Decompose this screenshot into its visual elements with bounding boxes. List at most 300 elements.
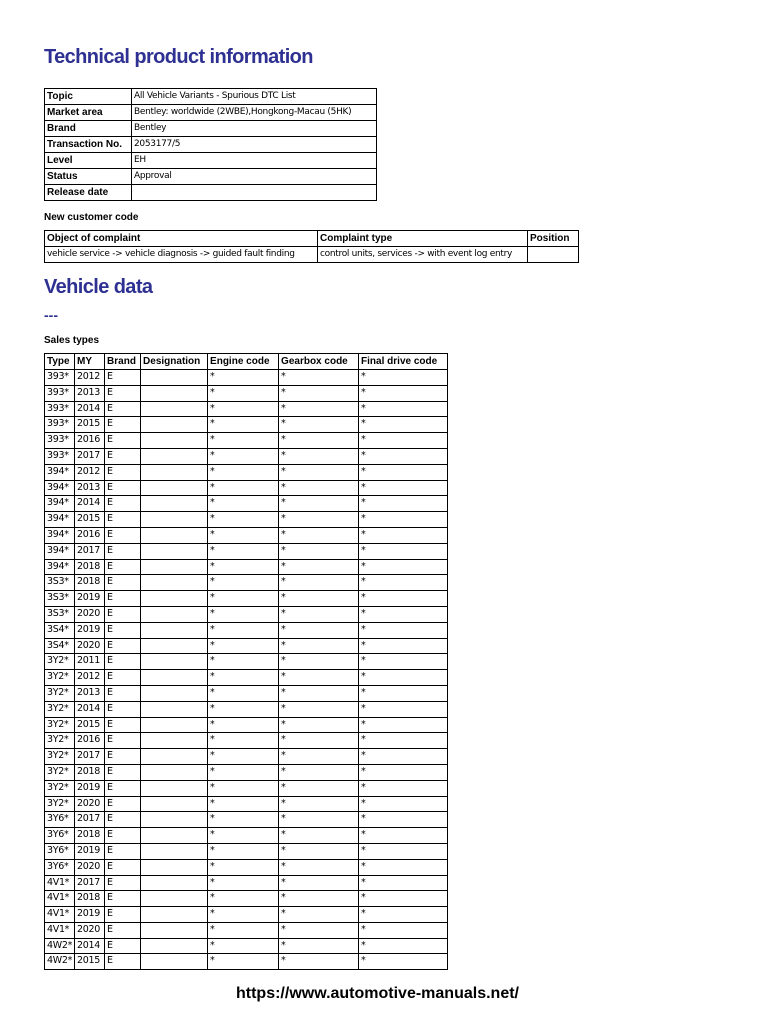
sales-cell-brand: E bbox=[105, 448, 141, 464]
sales-cell-final-drive-code: * bbox=[359, 606, 448, 622]
sales-cell-type: 4W2* bbox=[45, 954, 75, 970]
sales-cell-gearbox-code: * bbox=[279, 907, 359, 923]
separator-dashes: --- bbox=[44, 307, 58, 323]
info-value: Approval bbox=[132, 169, 377, 185]
sales-cell-type: 3S3* bbox=[45, 591, 75, 607]
sales-cell-type: 393* bbox=[45, 433, 75, 449]
sales-cell-final-drive-code: * bbox=[359, 733, 448, 749]
info-value: All Vehicle Variants - Spurious DTC List bbox=[132, 89, 377, 105]
sales-cell-designation bbox=[141, 780, 208, 796]
sales-cell-my: 2017 bbox=[75, 749, 105, 765]
sales-cell-final-drive-code: * bbox=[359, 543, 448, 559]
table-row bbox=[45, 670, 448, 686]
sales-cell-gearbox-code: * bbox=[279, 638, 359, 654]
sales-cell-designation bbox=[141, 701, 208, 717]
sales-header-engine-code: Engine code bbox=[208, 354, 279, 370]
sales-cell-designation bbox=[141, 717, 208, 733]
sales-cell-my: 2012 bbox=[75, 670, 105, 686]
product-info-table bbox=[44, 88, 377, 201]
sales-cell-gearbox-code: * bbox=[279, 954, 359, 970]
sales-cell-my: 2018 bbox=[75, 828, 105, 844]
sales-cell-my: 2011 bbox=[75, 654, 105, 670]
sales-cell-engine-code: * bbox=[208, 654, 279, 670]
sales-cell-designation bbox=[141, 654, 208, 670]
sales-cell-engine-code: * bbox=[208, 749, 279, 765]
sales-header-brand: Brand bbox=[105, 354, 141, 370]
sales-cell-designation bbox=[141, 685, 208, 701]
sales-cell-engine-code: * bbox=[208, 591, 279, 607]
sales-cell-designation bbox=[141, 433, 208, 449]
sales-cell-engine-code: * bbox=[208, 606, 279, 622]
sales-cell-my: 2013 bbox=[75, 685, 105, 701]
sales-cell-designation bbox=[141, 385, 208, 401]
info-key: Topic bbox=[45, 89, 132, 105]
sales-cell-my: 2019 bbox=[75, 843, 105, 859]
sales-cell-designation bbox=[141, 464, 208, 480]
info-value: 2053177/5 bbox=[132, 137, 377, 153]
sales-cell-my: 2014 bbox=[75, 701, 105, 717]
table-row bbox=[45, 828, 448, 844]
sales-cell-final-drive-code: * bbox=[359, 480, 448, 496]
info-row bbox=[45, 137, 377, 153]
sales-cell-final-drive-code: * bbox=[359, 385, 448, 401]
sales-cell-gearbox-code: * bbox=[279, 875, 359, 891]
sales-cell-gearbox-code: * bbox=[279, 859, 359, 875]
sales-cell-engine-code: * bbox=[208, 812, 279, 828]
sales-cell-gearbox-code: * bbox=[279, 622, 359, 638]
info-row bbox=[45, 169, 377, 185]
info-row bbox=[45, 153, 377, 169]
sales-cell-engine-code: * bbox=[208, 370, 279, 386]
sales-cell-designation bbox=[141, 401, 208, 417]
table-row bbox=[45, 433, 448, 449]
info-row bbox=[45, 185, 377, 201]
sales-cell-gearbox-code: * bbox=[279, 433, 359, 449]
complaint-header-row bbox=[45, 231, 579, 247]
sales-cell-brand: E bbox=[105, 370, 141, 386]
sales-cell-final-drive-code: * bbox=[359, 796, 448, 812]
sales-cell-engine-code: * bbox=[208, 922, 279, 938]
sales-cell-type: 3Y2* bbox=[45, 796, 75, 812]
table-row bbox=[45, 701, 448, 717]
sales-cell-my: 2020 bbox=[75, 606, 105, 622]
sales-cell-designation bbox=[141, 417, 208, 433]
table-row bbox=[45, 843, 448, 859]
sales-cell-engine-code: * bbox=[208, 828, 279, 844]
sales-cell-gearbox-code: * bbox=[279, 780, 359, 796]
sales-cell-my: 2020 bbox=[75, 638, 105, 654]
sales-cell-my: 2018 bbox=[75, 575, 105, 591]
sales-cell-type: 3Y2* bbox=[45, 733, 75, 749]
sales-cell-type: 3Y6* bbox=[45, 812, 75, 828]
sales-cell-brand: E bbox=[105, 512, 141, 528]
sales-cell-designation bbox=[141, 749, 208, 765]
sales-cell-final-drive-code: * bbox=[359, 591, 448, 607]
vehicle-data-title: Vehicle data bbox=[44, 276, 153, 298]
sales-cell-brand: E bbox=[105, 654, 141, 670]
table-row bbox=[45, 859, 448, 875]
sales-cell-type: 394* bbox=[45, 543, 75, 559]
sales-cell-brand: E bbox=[105, 385, 141, 401]
sales-cell-final-drive-code: * bbox=[359, 622, 448, 638]
sales-cell-final-drive-code: * bbox=[359, 780, 448, 796]
sales-cell-gearbox-code: * bbox=[279, 496, 359, 512]
table-row bbox=[45, 938, 448, 954]
sales-cell-my: 2019 bbox=[75, 622, 105, 638]
sales-cell-my: 2019 bbox=[75, 591, 105, 607]
sales-cell-final-drive-code: * bbox=[359, 559, 448, 575]
sales-cell-my: 2018 bbox=[75, 764, 105, 780]
sales-cell-brand: E bbox=[105, 480, 141, 496]
info-value: EH bbox=[132, 153, 377, 169]
sales-cell-gearbox-code: * bbox=[279, 828, 359, 844]
sales-cell-engine-code: * bbox=[208, 448, 279, 464]
info-key: Transaction No. bbox=[45, 137, 132, 153]
sales-cell-gearbox-code: * bbox=[279, 843, 359, 859]
sales-cell-final-drive-code: * bbox=[359, 764, 448, 780]
info-value bbox=[132, 185, 377, 201]
sales-cell-brand: E bbox=[105, 606, 141, 622]
sales-cell-brand: E bbox=[105, 828, 141, 844]
sales-cell-my: 2014 bbox=[75, 496, 105, 512]
sales-cell-engine-code: * bbox=[208, 796, 279, 812]
sales-cell-type: 394* bbox=[45, 559, 75, 575]
sales-cell-engine-code: * bbox=[208, 559, 279, 575]
sales-cell-gearbox-code: * bbox=[279, 670, 359, 686]
sales-cell-type: 3Y2* bbox=[45, 685, 75, 701]
info-key: Status bbox=[45, 169, 132, 185]
sales-cell-type: 3Y2* bbox=[45, 764, 75, 780]
sales-cell-final-drive-code: * bbox=[359, 527, 448, 543]
sales-cell-gearbox-code: * bbox=[279, 733, 359, 749]
info-key: Market area bbox=[45, 105, 132, 121]
sales-cell-designation bbox=[141, 922, 208, 938]
table-row bbox=[45, 685, 448, 701]
table-row bbox=[45, 638, 448, 654]
sales-cell-engine-code: * bbox=[208, 496, 279, 512]
sales-cell-type: 3S3* bbox=[45, 575, 75, 591]
sales-cell-engine-code: * bbox=[208, 859, 279, 875]
sales-cell-engine-code: * bbox=[208, 480, 279, 496]
table-row bbox=[45, 527, 448, 543]
sales-cell-gearbox-code: * bbox=[279, 812, 359, 828]
sales-cell-brand: E bbox=[105, 685, 141, 701]
sales-cell-type: 394* bbox=[45, 480, 75, 496]
sales-cell-designation bbox=[141, 670, 208, 686]
sales-cell-final-drive-code: * bbox=[359, 828, 448, 844]
sales-cell-final-drive-code: * bbox=[359, 417, 448, 433]
sales-cell-final-drive-code: * bbox=[359, 512, 448, 528]
sales-cell-type: 393* bbox=[45, 385, 75, 401]
sales-cell-type: 3Y2* bbox=[45, 780, 75, 796]
sales-cell-designation bbox=[141, 843, 208, 859]
sales-cell-final-drive-code: * bbox=[359, 938, 448, 954]
sales-cell-type: 4V1* bbox=[45, 875, 75, 891]
table-row bbox=[45, 512, 448, 528]
sales-cell-brand: E bbox=[105, 796, 141, 812]
table-row bbox=[45, 401, 448, 417]
sales-cell-designation bbox=[141, 828, 208, 844]
sales-cell-designation bbox=[141, 907, 208, 923]
sales-cell-my: 2015 bbox=[75, 717, 105, 733]
sales-cell-designation bbox=[141, 559, 208, 575]
sales-cell-engine-code: * bbox=[208, 417, 279, 433]
sales-cell-gearbox-code: * bbox=[279, 891, 359, 907]
sales-cell-final-drive-code: * bbox=[359, 464, 448, 480]
sales-cell-gearbox-code: * bbox=[279, 464, 359, 480]
sales-cell-brand: E bbox=[105, 938, 141, 954]
sales-cell-gearbox-code: * bbox=[279, 922, 359, 938]
sales-cell-brand: E bbox=[105, 859, 141, 875]
sales-cell-type: 3Y2* bbox=[45, 749, 75, 765]
sales-cell-engine-code: * bbox=[208, 701, 279, 717]
complaint-header-type: Complaint type bbox=[318, 231, 528, 247]
sales-cell-my: 2013 bbox=[75, 385, 105, 401]
sales-types-label: Sales types bbox=[44, 335, 100, 346]
table-row bbox=[45, 480, 448, 496]
sales-cell-designation bbox=[141, 370, 208, 386]
sales-cell-my: 2019 bbox=[75, 780, 105, 796]
sales-cell-type: 393* bbox=[45, 370, 75, 386]
sales-cell-designation bbox=[141, 575, 208, 591]
sales-cell-gearbox-code: * bbox=[279, 685, 359, 701]
sales-cell-final-drive-code: * bbox=[359, 433, 448, 449]
sales-cell-brand: E bbox=[105, 417, 141, 433]
table-row bbox=[45, 496, 448, 512]
table-row bbox=[45, 464, 448, 480]
sales-cell-type: 4V1* bbox=[45, 907, 75, 923]
sales-cell-gearbox-code: * bbox=[279, 417, 359, 433]
sales-cell-final-drive-code: * bbox=[359, 370, 448, 386]
sales-types-table bbox=[44, 353, 448, 970]
sales-cell-gearbox-code: * bbox=[279, 448, 359, 464]
sales-cell-final-drive-code: * bbox=[359, 638, 448, 654]
sales-cell-engine-code: * bbox=[208, 464, 279, 480]
sales-cell-engine-code: * bbox=[208, 891, 279, 907]
table-row bbox=[45, 370, 448, 386]
sales-cell-brand: E bbox=[105, 496, 141, 512]
sales-cell-gearbox-code: * bbox=[279, 512, 359, 528]
sales-cell-engine-code: * bbox=[208, 512, 279, 528]
sales-cell-type: 4V1* bbox=[45, 891, 75, 907]
table-row bbox=[45, 749, 448, 765]
sales-cell-type: 4V1* bbox=[45, 922, 75, 938]
sales-cell-brand: E bbox=[105, 907, 141, 923]
page-title: Technical product information bbox=[44, 46, 313, 68]
sales-cell-type: 394* bbox=[45, 464, 75, 480]
table-row bbox=[45, 606, 448, 622]
sales-cell-engine-code: * bbox=[208, 780, 279, 796]
sales-cell-my: 2014 bbox=[75, 938, 105, 954]
sales-cell-engine-code: * bbox=[208, 938, 279, 954]
sales-cell-gearbox-code: * bbox=[279, 717, 359, 733]
sales-cell-engine-code: * bbox=[208, 875, 279, 891]
sales-cell-engine-code: * bbox=[208, 385, 279, 401]
sales-cell-engine-code: * bbox=[208, 622, 279, 638]
sales-cell-designation bbox=[141, 512, 208, 528]
sales-cell-engine-code: * bbox=[208, 575, 279, 591]
sales-cell-brand: E bbox=[105, 717, 141, 733]
info-row bbox=[45, 121, 377, 137]
sales-cell-type: 3S3* bbox=[45, 606, 75, 622]
info-row bbox=[45, 105, 377, 121]
sales-cell-engine-code: * bbox=[208, 433, 279, 449]
sales-cell-final-drive-code: * bbox=[359, 575, 448, 591]
sales-cell-designation bbox=[141, 733, 208, 749]
table-row bbox=[45, 385, 448, 401]
sales-cell-type: 394* bbox=[45, 512, 75, 528]
sales-cell-gearbox-code: * bbox=[279, 480, 359, 496]
sales-cell-engine-code: * bbox=[208, 733, 279, 749]
sales-cell-final-drive-code: * bbox=[359, 749, 448, 765]
sales-cell-type: 3S4* bbox=[45, 622, 75, 638]
sales-cell-designation bbox=[141, 543, 208, 559]
sales-cell-my: 2014 bbox=[75, 401, 105, 417]
sales-cell-type: 3Y2* bbox=[45, 670, 75, 686]
table-row bbox=[45, 448, 448, 464]
sales-cell-gearbox-code: * bbox=[279, 370, 359, 386]
sales-cell-my: 2015 bbox=[75, 512, 105, 528]
sales-cell-my: 2020 bbox=[75, 796, 105, 812]
table-row bbox=[45, 764, 448, 780]
sales-cell-final-drive-code: * bbox=[359, 670, 448, 686]
sales-cell-type: 3Y2* bbox=[45, 701, 75, 717]
sales-cell-brand: E bbox=[105, 764, 141, 780]
sales-cell-brand: E bbox=[105, 701, 141, 717]
sales-cell-my: 2013 bbox=[75, 480, 105, 496]
sales-cell-brand: E bbox=[105, 575, 141, 591]
sales-cell-engine-code: * bbox=[208, 527, 279, 543]
sales-cell-brand: E bbox=[105, 875, 141, 891]
table-row bbox=[45, 622, 448, 638]
sales-cell-my: 2019 bbox=[75, 907, 105, 923]
table-row bbox=[45, 796, 448, 812]
table-row bbox=[45, 733, 448, 749]
sales-cell-designation bbox=[141, 812, 208, 828]
sales-cell-my: 2017 bbox=[75, 812, 105, 828]
sales-header-gearbox-code: Gearbox code bbox=[279, 354, 359, 370]
sales-cell-designation bbox=[141, 954, 208, 970]
sales-cell-type: 394* bbox=[45, 496, 75, 512]
table-row bbox=[45, 417, 448, 433]
sales-header-type: Type bbox=[45, 354, 75, 370]
sales-cell-final-drive-code: * bbox=[359, 954, 448, 970]
sales-cell-engine-code: * bbox=[208, 401, 279, 417]
sales-cell-designation bbox=[141, 527, 208, 543]
sales-cell-gearbox-code: * bbox=[279, 764, 359, 780]
sales-cell-my: 2017 bbox=[75, 875, 105, 891]
sales-cell-brand: E bbox=[105, 464, 141, 480]
customer-code-label: New customer code bbox=[44, 212, 139, 223]
sales-cell-gearbox-code: * bbox=[279, 606, 359, 622]
sales-cell-type: 3Y6* bbox=[45, 859, 75, 875]
sales-cell-type: 3Y2* bbox=[45, 654, 75, 670]
sales-cell-gearbox-code: * bbox=[279, 591, 359, 607]
sales-cell-gearbox-code: * bbox=[279, 559, 359, 575]
sales-cell-designation bbox=[141, 638, 208, 654]
sales-cell-gearbox-code: * bbox=[279, 575, 359, 591]
sales-cell-final-drive-code: * bbox=[359, 717, 448, 733]
sales-cell-engine-code: * bbox=[208, 764, 279, 780]
info-key: Level bbox=[45, 153, 132, 169]
table-row bbox=[45, 717, 448, 733]
sales-cell-final-drive-code: * bbox=[359, 907, 448, 923]
sales-cell-my: 2017 bbox=[75, 448, 105, 464]
table-row bbox=[45, 922, 448, 938]
sales-header-designation: Designation bbox=[141, 354, 208, 370]
sales-cell-engine-code: * bbox=[208, 843, 279, 859]
sales-cell-final-drive-code: * bbox=[359, 496, 448, 512]
sales-cell-designation bbox=[141, 591, 208, 607]
complaint-table bbox=[44, 230, 579, 263]
sales-cell-brand: E bbox=[105, 891, 141, 907]
sales-cell-engine-code: * bbox=[208, 907, 279, 923]
sales-cell-brand: E bbox=[105, 527, 141, 543]
sales-cell-brand: E bbox=[105, 559, 141, 575]
sales-cell-final-drive-code: * bbox=[359, 401, 448, 417]
sales-cell-my: 2020 bbox=[75, 922, 105, 938]
sales-cell-designation bbox=[141, 480, 208, 496]
sales-cell-gearbox-code: * bbox=[279, 938, 359, 954]
table-row bbox=[45, 954, 448, 970]
table-row bbox=[45, 891, 448, 907]
sales-cell-designation bbox=[141, 859, 208, 875]
sales-cell-brand: E bbox=[105, 401, 141, 417]
sales-cell-my: 2015 bbox=[75, 954, 105, 970]
sales-cell-final-drive-code: * bbox=[359, 701, 448, 717]
sales-cell-gearbox-code: * bbox=[279, 654, 359, 670]
sales-cell-engine-code: * bbox=[208, 543, 279, 559]
sales-cell-final-drive-code: * bbox=[359, 843, 448, 859]
sales-cell-designation bbox=[141, 496, 208, 512]
sales-cell-brand: E bbox=[105, 638, 141, 654]
sales-cell-type: 3Y2* bbox=[45, 717, 75, 733]
sales-cell-gearbox-code: * bbox=[279, 749, 359, 765]
footer-url: https://www.automotive-manuals.net/ bbox=[236, 985, 519, 1002]
sales-cell-brand: E bbox=[105, 780, 141, 796]
table-row bbox=[45, 654, 448, 670]
sales-cell-brand: E bbox=[105, 922, 141, 938]
table-row bbox=[45, 591, 448, 607]
sales-cell-my: 2015 bbox=[75, 417, 105, 433]
sales-cell-final-drive-code: * bbox=[359, 891, 448, 907]
sales-cell-type: 393* bbox=[45, 417, 75, 433]
sales-cell-my: 2016 bbox=[75, 527, 105, 543]
sales-cell-brand: E bbox=[105, 843, 141, 859]
sales-cell-engine-code: * bbox=[208, 685, 279, 701]
sales-cell-gearbox-code: * bbox=[279, 543, 359, 559]
sales-cell-final-drive-code: * bbox=[359, 448, 448, 464]
complaint-type-cell: control units, services -> with event log entry bbox=[318, 247, 528, 263]
sales-cell-type: 393* bbox=[45, 448, 75, 464]
sales-cell-brand: E bbox=[105, 733, 141, 749]
sales-cell-my: 2020 bbox=[75, 859, 105, 875]
sales-cell-type: 4W2* bbox=[45, 938, 75, 954]
sales-cell-designation bbox=[141, 891, 208, 907]
sales-cell-designation bbox=[141, 622, 208, 638]
sales-cell-engine-code: * bbox=[208, 638, 279, 654]
sales-cell-my: 2016 bbox=[75, 433, 105, 449]
sales-cell-final-drive-code: * bbox=[359, 859, 448, 875]
sales-cell-designation bbox=[141, 606, 208, 622]
info-value: Bentley: worldwide (2WBE),Hongkong-Macau (5HK) bbox=[132, 105, 377, 121]
complaint-row bbox=[45, 247, 579, 263]
sales-cell-designation bbox=[141, 938, 208, 954]
sales-cell-my: 2017 bbox=[75, 543, 105, 559]
sales-cell-engine-code: * bbox=[208, 717, 279, 733]
table-row bbox=[45, 780, 448, 796]
sales-header-my: MY bbox=[75, 354, 105, 370]
